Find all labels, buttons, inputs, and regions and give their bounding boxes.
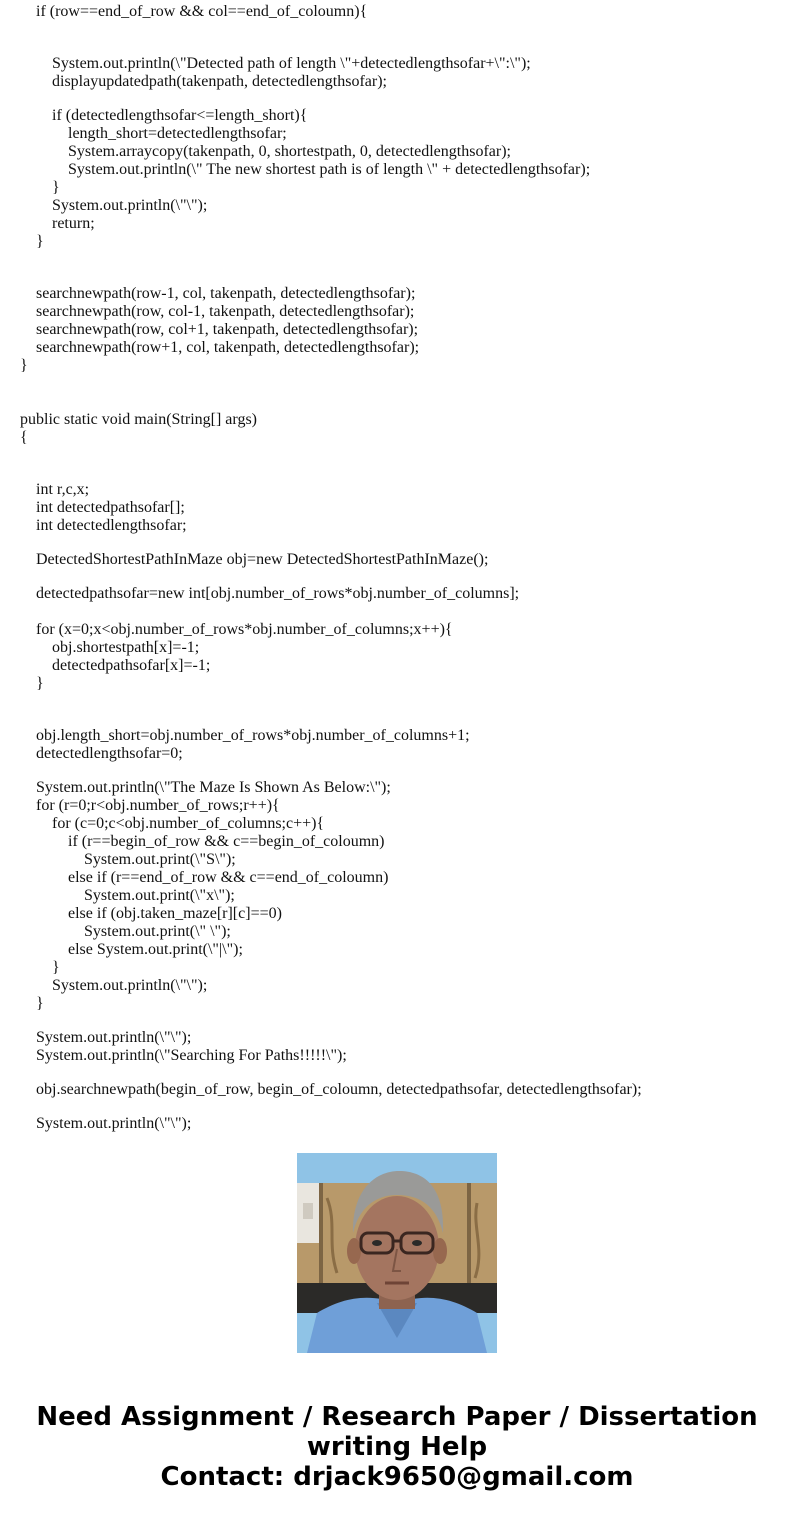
code-line: System.out.println(\"\"); [36, 1115, 192, 1132]
code-line: if (detectedlengthsofar<=length_short){ [52, 107, 308, 124]
code-line: displayupdatedpath(takenpath, detectedlengthsofar); [52, 73, 387, 90]
code-line: obj.length_short=obj.number_of_rows*obj.number_of_columns+1; [36, 727, 470, 744]
code-line: int r,c,x; [36, 481, 90, 498]
code-line: searchnewpath(row, col+1, takenpath, detectedlengthsofar); [36, 321, 419, 338]
code-line: } [52, 179, 60, 196]
code-line: System.out.println(\"Detected path of length \"+detectedlengthsofar+\":\"); [52, 55, 531, 72]
code-line: else if (obj.taken_maze[r][c]==0) [68, 905, 282, 922]
code-line: for (x=0;x<obj.number_of_rows*obj.number_of_columns;x++){ [36, 621, 453, 638]
author-avatar [297, 1153, 497, 1353]
code-line: } [36, 995, 44, 1012]
code-line: searchnewpath(row-1, col, takenpath, detectedlengthsofar); [36, 285, 416, 302]
promo-subheadline: writing Help [306, 1432, 488, 1462]
code-line: int detectedpathsofar[]; [36, 499, 185, 516]
code-line: System.out.println(\" The new shortest path is of length \" + detectedlengthsofar); [68, 161, 591, 178]
code-line: obj.shortestpath[x]=-1; [52, 639, 200, 656]
code-line: System.out.println(\"The Maze Is Shown As Below:\"); [36, 779, 391, 796]
code-line: } [52, 959, 60, 976]
code-line: System.out.println(\"Searching For Paths!!!!!\"); [36, 1047, 347, 1064]
code-line: } [36, 675, 44, 692]
code-line: else if (r==end_of_row && c==end_of_coloumn) [68, 869, 389, 886]
code-line: System.out.print(\" \"); [84, 923, 231, 940]
code-line: else System.out.print(\"|\"); [68, 941, 243, 958]
code-line: } [36, 233, 44, 250]
code-line: if (r==begin_of_row && c==begin_of_coloumn) [68, 833, 385, 850]
code-line: detectedlengthsofar=0; [36, 745, 183, 762]
promo-banner [0, 1402, 794, 1492]
code-line: System.out.println(\"\"); [52, 977, 208, 994]
code-line: System.out.println(\"\"); [52, 197, 208, 214]
code-line: detectedpathsofar=new int[obj.number_of_rows*obj.number_of_columns]; [36, 585, 520, 602]
code-line: System.out.println(\"\"); [36, 1029, 192, 1046]
code-line: searchnewpath(row+1, col, takenpath, detectedlengthsofar); [36, 339, 420, 356]
code-line: if (row==end_of_row && col==end_of_coloumn){ [36, 3, 368, 20]
code-line: obj.searchnewpath(begin_of_row, begin_of_coloumn, detectedpathsofar, detectedlengthsofar); [36, 1081, 642, 1098]
code-line: int detectedlengthsofar; [36, 517, 187, 534]
code-line: detectedpathsofar[x]=-1; [52, 657, 211, 674]
code-line: public static void main(String[] args) [20, 411, 257, 428]
promo-contact-email: Contact: drjack9650@gmail.com [160, 1462, 634, 1492]
code-line: } [20, 357, 28, 374]
code-line: for (r=0;r<obj.number_of_rows;r++){ [36, 797, 280, 814]
code-line: return; [52, 215, 95, 232]
code-line: searchnewpath(row, col-1, takenpath, detectedlengthsofar); [36, 303, 415, 320]
code-line: System.out.print(\"S\"); [84, 851, 236, 868]
code-line: DetectedShortestPathInMaze obj=new DetectedShortestPathInMaze(); [36, 551, 489, 568]
code-line: System.out.print(\"x\"); [84, 887, 235, 904]
portrait-image [297, 1153, 497, 1353]
code-line: for (c=0;c<obj.number_of_columns;c++){ [52, 815, 325, 832]
promo-headline: Need Assignment / Research Paper / Dissertation [36, 1402, 758, 1432]
code-line: length_short=detectedlengthsofar; [68, 125, 287, 142]
code-line: { [20, 429, 28, 446]
code-line: System.arraycopy(takenpath, 0, shortestpath, 0, detectedlengthsofar); [68, 143, 511, 160]
